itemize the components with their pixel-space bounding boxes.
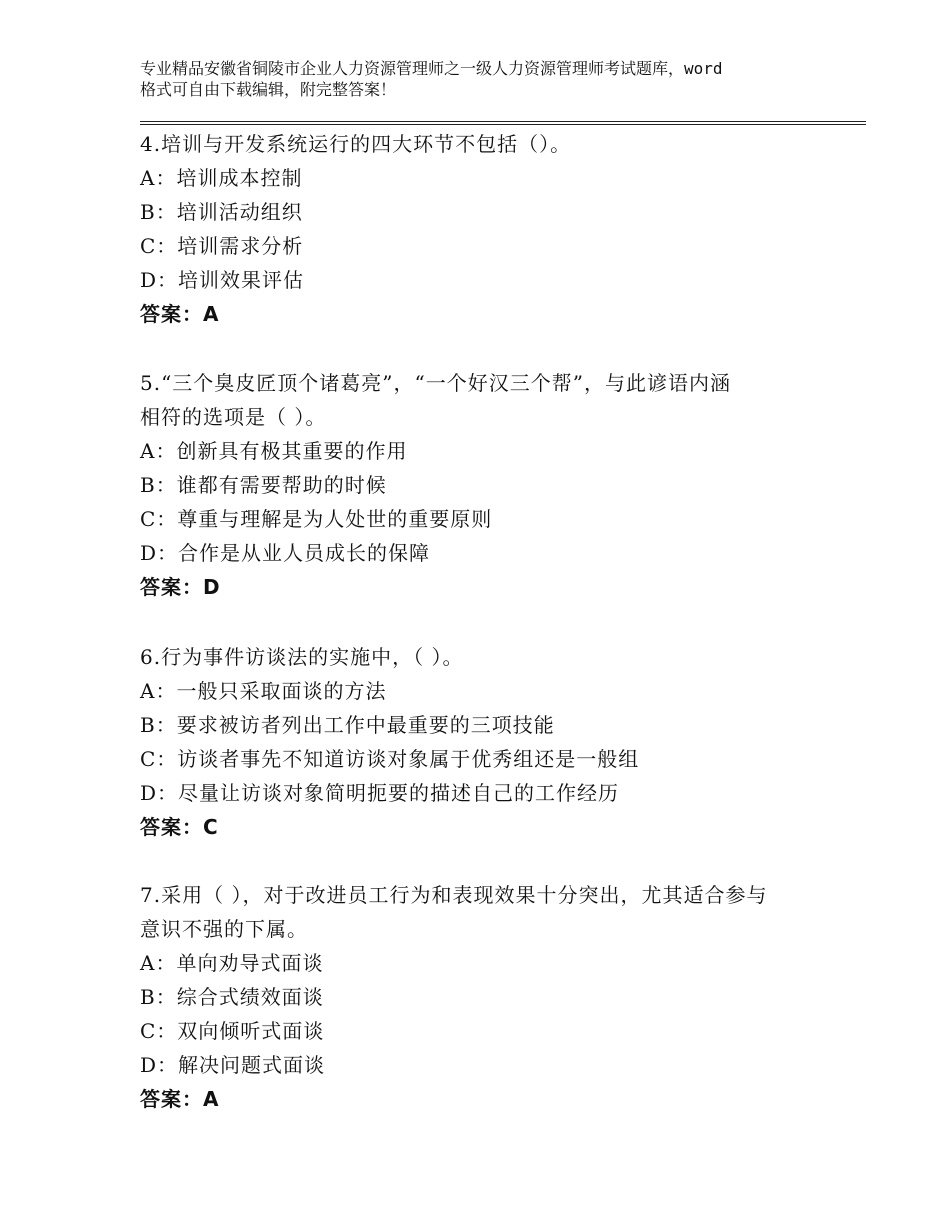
question-stem: 6.行为事件访谈法的实施中，（ ）。 [140,645,464,669]
answer: 答案：A [140,302,220,326]
option-d: D：尽量让访谈对象简明扼要的描述自己的工作经历 [140,781,620,805]
question-7 [140,878,840,1116]
answer: 答案：C [140,815,219,839]
option-c: C：双向倾听式面谈 [140,1019,325,1043]
question-4 [140,127,840,331]
answer: 答案：A [140,1087,220,1111]
answer: 答案：D [140,575,221,599]
header-line-2: 格式可自由下载编辑，附完整答案！ [140,80,397,99]
question-stem: 4.培训与开发系统运行的四大环节不包括（）。 [140,132,572,156]
option-d: D：解决问题式面谈 [140,1053,326,1077]
header-divider-top [140,121,866,122]
option-b: B：培训活动组织 [140,200,303,224]
header-line-1: 专业精品安徽省铜陵市企业人力资源管理师之一级人力资源管理师考试题库，word [140,59,723,78]
question-5 [140,366,840,604]
header-divider-bottom [140,124,866,125]
option-c: C：访谈者事先不知道访谈对象属于优秀组还是一般组 [140,747,640,771]
document-header [140,58,830,100]
question-6 [140,640,840,844]
option-a: A：创新具有极其重要的作用 [140,439,408,463]
option-a: A：培训成本控制 [140,166,303,190]
question-stem: 5.“三个臭皮匠顶个诸葛亮”，“一个好汉三个帮”，与此谚语内涵 [140,371,731,395]
option-c: C：培训需求分析 [140,234,304,258]
option-a: A：一般只采取面谈的方法 [140,679,387,703]
question-stem-continued: 意识不强的下属。 [140,917,308,941]
question-stem: 7.采用（ ），对于改进员工行为和表现效果十分突出，尤其适合参与 [140,883,768,907]
option-c: C：尊重与理解是为人处世的重要原则 [140,507,493,531]
option-b: B：谁都有需要帮助的时候 [140,473,387,497]
question-stem-continued: 相符的选项是（ ）。 [140,405,327,429]
option-b: B：要求被访者列出工作中最重要的三项技能 [140,713,555,737]
option-d: D：培训效果评估 [140,268,305,292]
option-a: A：单向劝导式面谈 [140,951,324,975]
option-b: B：综合式绩效面谈 [140,985,324,1009]
option-d: D：合作是从业人员成长的保障 [140,541,431,565]
